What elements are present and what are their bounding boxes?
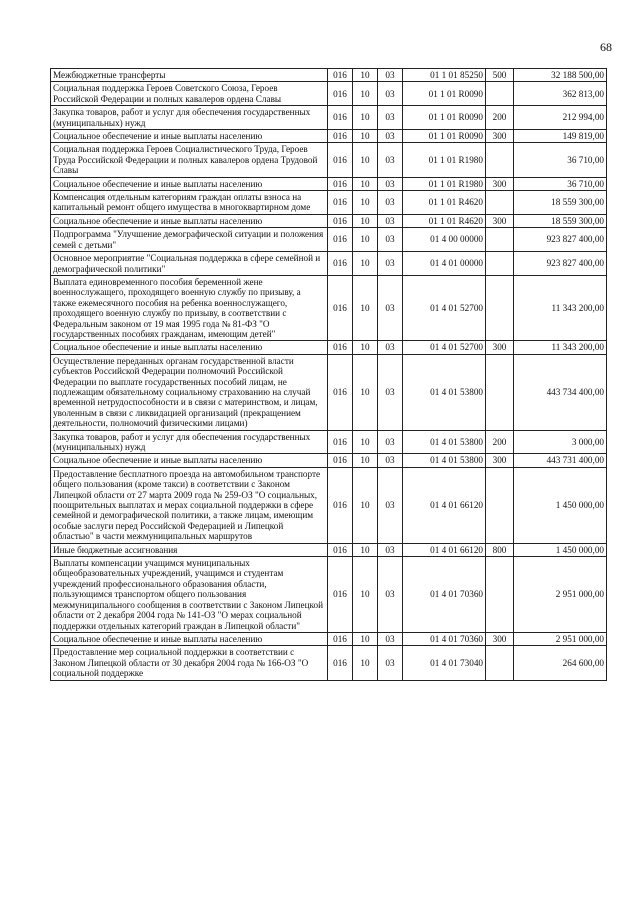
row-sum: 1 450 000,00 [514, 467, 607, 543]
row-name: Социальное обеспечение и иные выплаты населению [51, 214, 328, 227]
row-article: 01 4 00 00000 [403, 228, 486, 252]
row-subsection: 03 [378, 130, 403, 143]
row-kvr [486, 143, 514, 177]
row-name: Социальное обеспечение и иные выплаты населению [51, 341, 328, 354]
row-subsection: 03 [378, 430, 403, 454]
row-subsection: 03 [378, 106, 403, 130]
budget-table [50, 68, 607, 681]
row-kvr [486, 228, 514, 252]
row-name: Социальное обеспечение и иные выплаты населению [51, 130, 328, 143]
row-sum: 443 731 400,00 [514, 454, 607, 467]
row-section: 10 [353, 632, 378, 645]
row-code: 016 [328, 69, 353, 82]
table-row [51, 252, 607, 276]
row-subsection: 03 [378, 191, 403, 215]
row-sum: 2 951 000,00 [514, 557, 607, 633]
row-subsection: 03 [378, 228, 403, 252]
row-sum: 923 827 400,00 [514, 228, 607, 252]
row-subsection: 03 [378, 252, 403, 276]
row-sum: 149 819,00 [514, 130, 607, 143]
table-row [51, 454, 607, 467]
table-row [51, 214, 607, 227]
row-article: 01 4 01 53800 [403, 454, 486, 467]
row-code: 016 [328, 341, 353, 354]
row-kvr [486, 467, 514, 543]
row-section: 10 [353, 543, 378, 556]
row-section: 10 [353, 214, 378, 227]
row-sum: 443 734 400,00 [514, 354, 607, 430]
row-section: 10 [353, 430, 378, 454]
row-section: 10 [353, 82, 378, 106]
row-section: 10 [353, 454, 378, 467]
row-name: Социальная поддержка Героев Социалистического Труда, Героев Труда Российской Федерации и полных кавалеров ордена Трудовой Славы [51, 143, 328, 177]
row-code: 016 [328, 82, 353, 106]
row-article: 01 4 01 53800 [403, 430, 486, 454]
row-code: 016 [328, 354, 353, 430]
row-kvr: 200 [486, 430, 514, 454]
row-name: Предоставление мер социальной поддержки в соответствии с Законом Липецкой области от 30 декабря 2004 года № 166-ОЗ "О социальной поддержке [51, 646, 328, 680]
row-section: 10 [353, 130, 378, 143]
row-subsection: 03 [378, 632, 403, 645]
table-row [51, 82, 607, 106]
row-sum: 32 188 500,00 [514, 69, 607, 82]
table-row [51, 275, 607, 340]
row-section: 10 [353, 106, 378, 130]
table-row [51, 543, 607, 556]
row-article: 01 1 01 R1980 [403, 143, 486, 177]
row-code: 016 [328, 454, 353, 467]
row-kvr [486, 275, 514, 340]
row-section: 10 [353, 467, 378, 543]
row-name: Основное мероприятие "Социальная поддержка в сфере семейной и демографической политики" [51, 252, 328, 276]
row-article: 01 4 01 52700 [403, 275, 486, 340]
row-sum: 11 343 200,00 [514, 275, 607, 340]
row-article: 01 4 01 66120 [403, 543, 486, 556]
row-code: 016 [328, 130, 353, 143]
row-subsection: 03 [378, 69, 403, 82]
row-name: Межбюджетные трансферты [51, 69, 328, 82]
row-name: Предоставление бесплатного проезда на автомобильном транспорте общего пользования (кроме такси) в соответствии с Законом Липецкой области от 27 марта 2009 года № 259-ОЗ "О социальных, поощрительных выплатах и мерах социальной поддержки в сфере семейной и демографической политики, а также лицам, имеющим особые заслуги перед Российской Федерацией и Липецкой областью" в части межмуниципальных маршрутов [51, 467, 328, 543]
row-subsection: 03 [378, 341, 403, 354]
row-sum: 212 994,00 [514, 106, 607, 130]
row-code: 016 [328, 646, 353, 680]
row-name: Социальное обеспечение и иные выплаты населению [51, 177, 328, 190]
table-row [51, 646, 607, 680]
table-row [51, 143, 607, 177]
row-subsection: 03 [378, 275, 403, 340]
row-kvr [486, 646, 514, 680]
row-name: Закупка товаров, работ и услуг для обеспечения государственных (муниципальных) нужд [51, 430, 328, 454]
table-row [51, 341, 607, 354]
row-section: 10 [353, 275, 378, 340]
row-code: 016 [328, 106, 353, 130]
row-name: Социальная поддержка Героев Советского Союза, Героев Российской Федерации и полных кавалеров ордена Славы [51, 82, 328, 106]
row-sum: 362 813,00 [514, 82, 607, 106]
row-code: 016 [328, 228, 353, 252]
row-code: 016 [328, 557, 353, 633]
row-subsection: 03 [378, 177, 403, 190]
row-name: Осуществление переданных органам государственной власти субъектов Российской Федерации полномочий Российской Федерации по выплате государственных пособий лицам, не подлежащим обязательному социальному страхованию на случай временной нетрудоспособности и в связи с материнством, и лицам, уволенным в связи с ликвидацией организаций (прекращением деятельности, полномочий физическими лицами) [51, 354, 328, 430]
row-name: Закупка товаров, работ и услуг для обеспечения государственных (муниципальных) нужд [51, 106, 328, 130]
row-sum: 36 710,00 [514, 143, 607, 177]
row-section: 10 [353, 177, 378, 190]
row-code: 016 [328, 177, 353, 190]
row-section: 10 [353, 252, 378, 276]
row-section: 10 [353, 143, 378, 177]
row-article: 01 4 01 70360 [403, 632, 486, 645]
row-subsection: 03 [378, 143, 403, 177]
row-sum: 264 600,00 [514, 646, 607, 680]
row-kvr: 500 [486, 69, 514, 82]
row-kvr: 300 [486, 632, 514, 645]
row-subsection: 03 [378, 354, 403, 430]
row-name: Компенсация отдельным категориям граждан оплаты взноса на капитальный ремонт общего имущества в многоквартирном доме [51, 191, 328, 215]
table-row [51, 632, 607, 645]
table-row [51, 69, 607, 82]
table-row [51, 177, 607, 190]
table-row [51, 354, 607, 430]
row-article: 01 1 01 R1980 [403, 177, 486, 190]
row-section: 10 [353, 191, 378, 215]
row-name: Иные бюджетные ассигнования [51, 543, 328, 556]
row-name: Социальное обеспечение и иные выплаты населению [51, 632, 328, 645]
row-sum: 2 951 000,00 [514, 632, 607, 645]
table-row [51, 557, 607, 633]
row-sum: 18 559 300,00 [514, 191, 607, 215]
row-kvr: 300 [486, 341, 514, 354]
row-kvr [486, 252, 514, 276]
row-code: 016 [328, 191, 353, 215]
row-kvr: 800 [486, 543, 514, 556]
row-kvr: 300 [486, 130, 514, 143]
table-row [51, 430, 607, 454]
row-sum: 11 343 200,00 [514, 341, 607, 354]
row-sum: 3 000,00 [514, 430, 607, 454]
row-article: 01 1 01 85250 [403, 69, 486, 82]
row-subsection: 03 [378, 454, 403, 467]
row-name: Выплата единовременного пособия беременной жене военнослужащего, проходящего военную службу по призыву, а также ежемесячного пособия на ребенка военнослужащего, проходящего военную службу по призыву, в соответствии с Федеральным законом от 19 мая 1995 года № 81-ФЗ "О государственных пособиях гражданам, имеющим детей" [51, 275, 328, 340]
row-name: Выплаты компенсации учащимся муниципальных общеобразовательных учреждений, учащимся и студентам учреждений профессионального образования области, пользующимся транспортом общего пользования межмуниципального сообщения в соответствии с Законом Липецкой области от 2 декабря 2004 года № 141-ОЗ "О мерах социальной поддержки отдельных категорий граждан в Липецкой области" [51, 557, 328, 633]
row-subsection: 03 [378, 82, 403, 106]
row-name: Социальное обеспечение и иные выплаты населению [51, 454, 328, 467]
row-sum: 923 827 400,00 [514, 252, 607, 276]
row-article: 01 1 01 R0090 [403, 82, 486, 106]
row-kvr [486, 557, 514, 633]
row-article: 01 4 01 00000 [403, 252, 486, 276]
row-sum: 1 450 000,00 [514, 543, 607, 556]
row-code: 016 [328, 430, 353, 454]
table-row [51, 130, 607, 143]
row-article: 01 4 01 73040 [403, 646, 486, 680]
table-row [51, 467, 607, 543]
row-section: 10 [353, 69, 378, 82]
row-section: 10 [353, 557, 378, 633]
row-code: 016 [328, 143, 353, 177]
row-kvr [486, 82, 514, 106]
row-sum: 18 559 300,00 [514, 214, 607, 227]
row-subsection: 03 [378, 543, 403, 556]
row-kvr: 300 [486, 177, 514, 190]
row-section: 10 [353, 646, 378, 680]
row-article: 01 4 01 53800 [403, 354, 486, 430]
row-kvr: 200 [486, 106, 514, 130]
table-row [51, 191, 607, 215]
row-article: 01 4 01 66120 [403, 467, 486, 543]
row-subsection: 03 [378, 214, 403, 227]
row-section: 10 [353, 341, 378, 354]
row-subsection: 03 [378, 557, 403, 633]
table-row [51, 106, 607, 130]
row-article: 01 1 01 R4620 [403, 191, 486, 215]
row-kvr: 300 [486, 454, 514, 467]
row-code: 016 [328, 467, 353, 543]
page-number: 68 [600, 40, 612, 54]
row-code: 016 [328, 275, 353, 340]
row-kvr: 300 [486, 214, 514, 227]
table-row [51, 228, 607, 252]
row-article: 01 1 01 R4620 [403, 214, 486, 227]
row-code: 016 [328, 252, 353, 276]
row-name: Подпрограмма "Улучшение демографической ситуации и положения семей с детьми" [51, 228, 328, 252]
row-section: 10 [353, 228, 378, 252]
row-article: 01 1 01 R0090 [403, 130, 486, 143]
row-subsection: 03 [378, 467, 403, 543]
row-kvr [486, 354, 514, 430]
row-code: 016 [328, 543, 353, 556]
budget-table-body [51, 69, 607, 681]
row-sum: 36 710,00 [514, 177, 607, 190]
row-code: 016 [328, 632, 353, 645]
row-section: 10 [353, 354, 378, 430]
row-article: 01 4 01 70360 [403, 557, 486, 633]
row-kvr [486, 191, 514, 215]
row-article: 01 1 01 R0090 [403, 106, 486, 130]
row-subsection: 03 [378, 646, 403, 680]
row-code: 016 [328, 214, 353, 227]
row-article: 01 4 01 52700 [403, 341, 486, 354]
